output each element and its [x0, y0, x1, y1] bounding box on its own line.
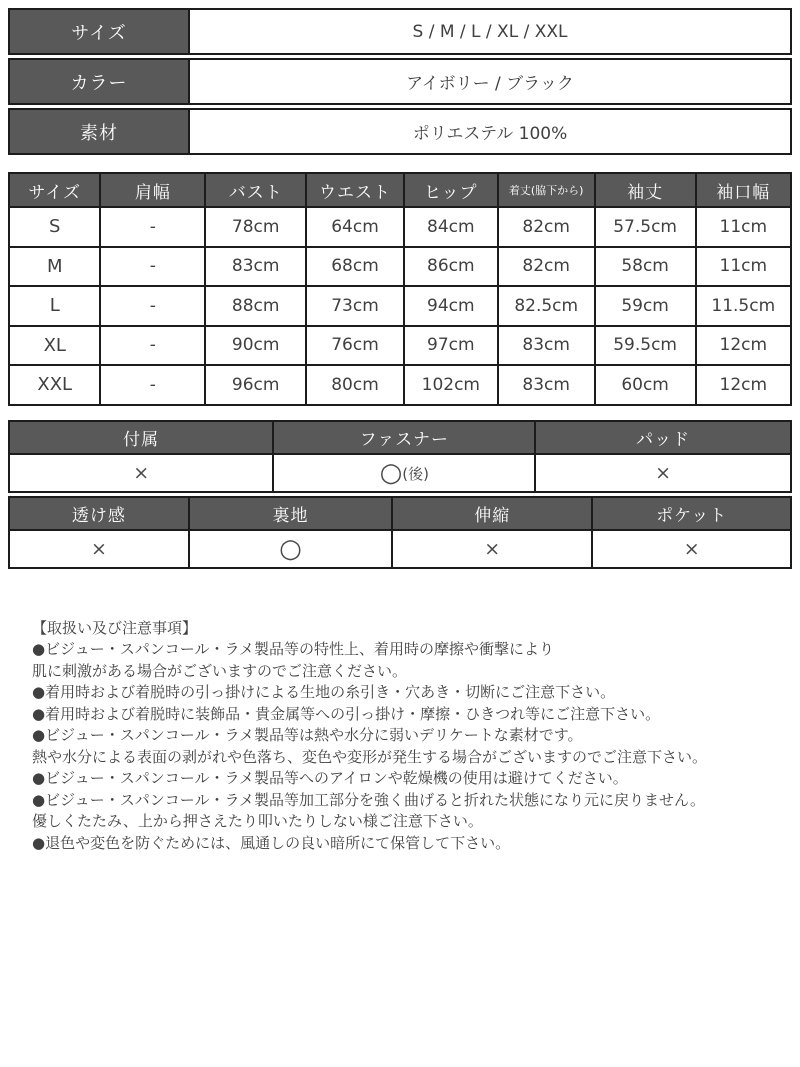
size-cell: 83cm — [498, 326, 595, 366]
option-col-header: 付属 — [9, 421, 273, 454]
care-note-line: 優しくたたみ、上から押さえたり叩いたりしない様ご注意下さい。 — [32, 812, 483, 830]
size-cell: 64cm — [306, 207, 404, 247]
info-row-size — [8, 8, 792, 55]
care-note-line: 熱や水分による表面の剥がれや色落ち、変色や変形が発生する場合がございますのでご注意下さい。 — [32, 747, 708, 766]
cross-mark: × — [90, 537, 107, 560]
size-cell: 88cm — [205, 286, 306, 326]
size-col-header: 肩幅 — [100, 173, 205, 207]
info-label-size: サイズ — [10, 10, 190, 53]
size-cell: XL — [9, 326, 100, 366]
size-cell: XXL — [9, 365, 100, 405]
size-cell: 11cm — [696, 207, 791, 247]
care-note-line: 肌に刺激がある場合がございますのでご注意ください。 — [32, 661, 408, 680]
info-value-material: ポリエステル 100% — [412, 124, 568, 144]
size-cell: M — [9, 247, 100, 287]
size-cell: 82cm — [498, 247, 595, 287]
feature-cell-pocket — [592, 530, 791, 568]
size-cell: 86cm — [404, 247, 498, 287]
info-value-color: アイボリー / ブラック — [406, 74, 574, 94]
feature-header-row — [9, 497, 791, 530]
option-cell-pad — [535, 454, 791, 492]
feature-col-header: ポケット — [592, 497, 791, 530]
size-cell: - — [100, 365, 205, 405]
care-notes-title: 【取扱い及び注意事項】 — [32, 618, 198, 637]
size-col-header: ウエスト — [306, 173, 404, 207]
feature-col-header: 透け感 — [9, 497, 189, 530]
care-note-line: ●ビジュー・スパンコール・ラメ製品等は熱や水分に弱いデリケートな素材です。 — [32, 726, 583, 744]
size-cell: 11cm — [696, 247, 791, 287]
size-cell: 59cm — [595, 286, 696, 326]
size-cell: 96cm — [205, 365, 306, 405]
size-cell: 68cm — [306, 247, 404, 287]
option-header-row — [9, 421, 791, 454]
size-row-xxl — [9, 365, 791, 405]
size-cell: 60cm — [595, 365, 696, 405]
size-cell: 57.5cm — [595, 207, 696, 247]
size-cell: 82cm — [498, 207, 595, 247]
size-cell: L — [9, 286, 100, 326]
size-cell: 94cm — [404, 286, 498, 326]
care-note-line: ●着用時および着脱時の引っ掛けによる生地の糸引き・穴あき・切断にご注意下さい。 — [32, 683, 616, 701]
size-row-xl — [9, 326, 791, 366]
size-cell: 12cm — [696, 326, 791, 366]
care-notes — [8, 618, 792, 855]
size-cell: 59.5cm — [595, 326, 696, 366]
info-label-color: カラー — [10, 60, 190, 103]
size-col-header: 着丈(脇下から) — [498, 173, 595, 207]
size-cell: 97cm — [404, 326, 498, 366]
care-note-line: ●ビジュー・スパンコール・ラメ製品等へのアイロンや乾燥機の使用は避けてください。 — [32, 769, 628, 787]
size-row-l — [9, 286, 791, 326]
size-cell: 76cm — [306, 326, 404, 366]
size-measurement-table — [8, 172, 792, 406]
size-cell: - — [100, 286, 205, 326]
product-info-table — [8, 8, 792, 155]
option-col-header: パッド — [535, 421, 791, 454]
option-col-header: ファスナー — [273, 421, 535, 454]
size-table-header-row — [9, 173, 791, 207]
size-row-m — [9, 247, 791, 287]
size-cell: 83cm — [498, 365, 595, 405]
size-cell: - — [100, 207, 205, 247]
care-note-line: ●ビジュー・スパンコール・ラメ製品等の特性上、着用時の摩擦や衝撃により — [32, 640, 555, 658]
option-cell-accessory — [9, 454, 273, 492]
cross-mark: × — [133, 461, 150, 484]
size-cell: 82.5cm — [498, 286, 595, 326]
cross-mark: × — [484, 537, 501, 560]
size-cell: 11.5cm — [696, 286, 791, 326]
care-note-line: ●ビジュー・スパンコール・ラメ製品等加工部分を強く曲げると折れた状態になり元に戻りません。 — [32, 790, 705, 809]
size-col-header: サイズ — [9, 173, 100, 207]
size-cell: S — [9, 207, 100, 247]
size-cell: 84cm — [404, 207, 498, 247]
feature-cell-sheer — [9, 530, 189, 568]
option-cell-fastener — [273, 454, 535, 492]
size-cell: 78cm — [205, 207, 306, 247]
option-spec-table — [8, 420, 792, 493]
size-row-s — [9, 207, 791, 247]
size-cell: - — [100, 247, 205, 287]
feature-col-header: 伸縮 — [392, 497, 592, 530]
option-value-row — [9, 454, 791, 492]
care-note-line: ●着用時および着脱時に装飾品・貴金属等への引っ掛け・摩擦・ひきつれ等にご注意下さい。 — [32, 704, 661, 723]
size-cell: 83cm — [205, 247, 306, 287]
size-cell: 90cm — [205, 326, 306, 366]
size-col-header: ヒップ — [404, 173, 498, 207]
size-cell: 102cm — [404, 365, 498, 405]
size-cell: 73cm — [306, 286, 404, 326]
size-cell: - — [100, 326, 205, 366]
info-label-material: 素材 — [10, 110, 190, 153]
feature-spec-table — [8, 496, 792, 569]
circle-mark: ○ — [279, 533, 302, 564]
size-col-header: 袖口幅 — [696, 173, 791, 207]
circle-mark-note: (後) — [402, 464, 429, 483]
size-cell: 12cm — [696, 365, 791, 405]
info-row-material — [8, 108, 792, 155]
info-value-size: S / M / L / XL / XXL — [412, 21, 568, 42]
circle-mark: ○ — [379, 457, 403, 488]
size-col-header: バスト — [205, 173, 306, 207]
feature-col-header: 裏地 — [189, 497, 392, 530]
size-cell: 80cm — [306, 365, 404, 405]
size-cell: 58cm — [595, 247, 696, 287]
cross-mark: × — [655, 461, 672, 484]
info-row-color — [8, 58, 792, 105]
feature-value-row — [9, 530, 791, 568]
feature-cell-stretch — [392, 530, 592, 568]
feature-cell-lining — [189, 530, 392, 568]
cross-mark: × — [683, 537, 700, 560]
care-note-line: ●退色や変色を防ぐためには、風通しの良い暗所にて保管して下さい。 — [32, 833, 511, 852]
size-col-header: 袖丈 — [595, 173, 696, 207]
